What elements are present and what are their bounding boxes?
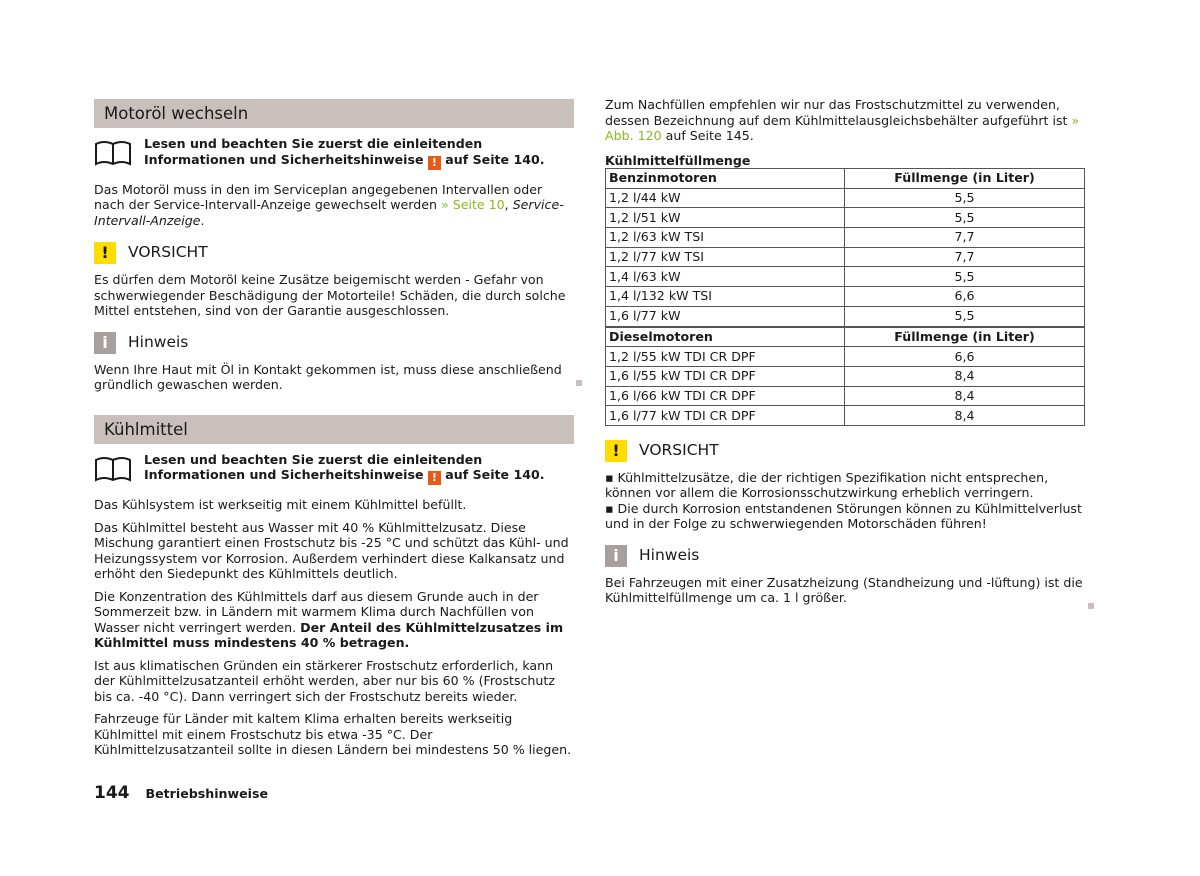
table-row [606,267,1085,287]
caution-icon: ! [605,440,627,462]
table-row [606,247,1085,267]
table-row [606,406,1085,426]
read-first-page-ref: auf Seite 140. [440,151,545,167]
paragraph: Das Kühlsystem ist werkseitig mit einem Kühlmittel befüllt. [94,497,467,512]
engine-cell: 1,4 l/132 kW TSI [606,287,845,307]
page-link[interactable]: » Seite 10 [441,197,505,212]
note-header [94,332,574,354]
paragraph: Die Konzentration des Kühlmittels darf aus diesem Grunde auch in der Sommerzeit bzw. in Ländern mit warmem Klima durch Nachfüllen von Wasser nicht verringert werden. Der Anteil des Kühlmittelzusatzes im Kühlmittel muss mindestens 40 % betragen. [94,588,564,650]
info-icon: i [605,545,627,567]
caution-text: Es dürfen dem Motoröl keine Zusätze beigemischt werden - Gefahr von schwerwiegender Beschädigung der Motorteile! Schäden, die durch solche Mittel entstehen, sind von der Garantie ausgeschlossen. [94,272,566,318]
table-row [606,188,1085,208]
read-first-notice [94,136,574,170]
caution-title: VORSICHT [639,441,719,460]
caution-title: VORSICHT [128,243,208,262]
warning-icon: ! [428,156,441,170]
table-header-row [606,169,1085,189]
engine-cell: 1,2 l/55 kW TDI CR DPF [606,347,845,367]
note-text: Bei Fahrzeugen mit einer Zusatzheizung (Standheizung und -lüftung) ist die Kühlmittelfüllmenge um ca. 1 l größer. [605,574,1083,606]
page-footer [94,783,269,803]
table-row [606,366,1085,386]
open-book-icon [94,454,132,482]
caution-bullet: ▪ Kühlmittelzusätze, die der richtigen Spezifikation nicht entsprechen, können vor allem die Korrosionsschutzwirkung erheblich verringern. [605,469,1049,501]
engine-cell: 1,6 l/66 kW TDI CR DPF [606,386,845,406]
caution-header [605,440,1085,462]
section-heading-motoroel: Motoröl wechseln [94,99,574,128]
engine-cell: 1,6 l/55 kW TDI CR DPF [606,366,845,386]
page-number: 144 [94,783,130,803]
table-row [606,287,1085,307]
section-heading-kuehlmittel: Kühlmittel [94,415,574,444]
petrol-engines-table [605,168,1085,327]
column-header: Benzinmotoren [606,169,845,189]
volume-cell: 8,4 [845,386,1085,406]
volume-cell: 5,5 [845,267,1085,287]
figure-link[interactable]: » Abb. 120 [605,112,1080,143]
end-of-section-marker [1088,603,1094,609]
table-header-row [606,327,1085,347]
engine-cell: 1,6 l/77 kW [606,306,845,326]
column-header: Dieselmotoren [606,327,845,347]
volume-cell: 6,6 [845,287,1085,307]
left-column [94,99,574,758]
volume-cell: 7,7 [845,247,1085,267]
volume-cell: 8,4 [845,406,1085,426]
engine-cell: 1,2 l/44 kW [606,188,845,208]
note-text: Wenn Ihre Haut mit Öl in Kontakt gekommen ist, muss diese anschließend gründlich gewaschen werden. [94,361,562,392]
note-title: Hinweis [639,546,700,565]
warning-icon: ! [428,471,441,485]
read-first-page-ref: auf Seite 140. [440,467,545,482]
volume-cell: 7,7 [845,228,1085,248]
volume-cell: 5,5 [845,306,1085,326]
note-header [605,545,1085,567]
note-title: Hinweis [128,332,189,351]
table-row [606,228,1085,248]
volume-cell: 5,5 [845,208,1085,228]
table-caption: Kühlmittelfüllmenge [605,152,751,168]
right-column [605,97,1085,606]
table-row [606,306,1085,326]
volume-cell: 8,4 [845,366,1085,386]
table-row [606,208,1085,228]
read-first-notice [94,452,574,486]
info-icon: i [94,332,116,354]
table-row [606,386,1085,406]
paragraph: Fahrzeuge für Länder mit kaltem Klima erhalten bereits werkseitig Kühlmittel mit einem Frostschutz bis etwa -35 °C. Der Kühlmittelzusatzanteil sollte in diesen Ländern bei mindestens 50 % liegen. [94,711,572,757]
read-first-text: Lesen und beachten Sie zuerst die einleitenden Informationen und Sicherheitshinweise [144,451,483,482]
paragraph: Das Motoröl muss in den im Serviceplan angegebenen Intervallen oder nach der Service-Intervall-Anzeige gewechselt werden » Seite 10, Service-Intervall-Anzeige. [94,181,564,228]
open-book-icon [94,138,132,166]
engine-cell: 1,6 l/77 kW TDI CR DPF [606,406,845,426]
caution-bullet: ▪ Die durch Korrosion entstandenen Störungen können zu Kühlmittelverlust und in der Folge zu schwerwiegenden Motorschäden führen! [605,500,1082,532]
paragraph: Ist aus klimatischen Gründen ein stärkerer Frostschutz erforderlich, kann der Kühlmittelzusatzanteil erhöht werden, aber nur bis 60 % (Frostschutz bis ca. -40 °C). Dann verringert sich der Frostschutz bereits wieder. [94,657,555,704]
volume-cell: 5,5 [845,188,1085,208]
volume-cell: 6,6 [845,347,1085,367]
end-of-section-marker [576,380,582,386]
paragraph: Das Kühlmittel besteht aus Wasser mit 40 % Kühlmittelzusatz. Diese Mischung garantiert einen Frostschutz bis -25 °C und schützt das Kühl- und Heizungssystem vor Korrosion. Außerdem verhindert diese Kalkansatz und erhöht den Siedepunkt des Kühlmittels deutlich. [94,519,569,581]
diesel-engines-table [605,327,1085,426]
table-row [606,347,1085,367]
footer-section-name: Betriebshinweise [145,786,269,801]
paragraph: Zum Nachfüllen empfehlen wir nur das Frostschutzmittel zu verwenden, dessen Bezeichnung auf dem Kühlmittelausgleichsbehälter aufgeführt ist » Abb. 120 auf Seite 145. [605,97,1080,143]
caution-header [94,242,574,264]
column-header: Füllmenge (in Liter) [845,327,1085,347]
caution-icon: ! [94,242,116,264]
engine-cell: 1,2 l/63 kW TSI [606,228,845,248]
engine-cell: 1,2 l/51 kW [606,208,845,228]
engine-cell: 1,2 l/77 kW TSI [606,247,845,267]
column-header: Füllmenge (in Liter) [845,169,1085,189]
read-first-text: Lesen und beachten Sie zuerst die einleitenden Informationen und Sicherheitshinweise [144,136,483,167]
engine-cell: 1,4 l/63 kW [606,267,845,287]
